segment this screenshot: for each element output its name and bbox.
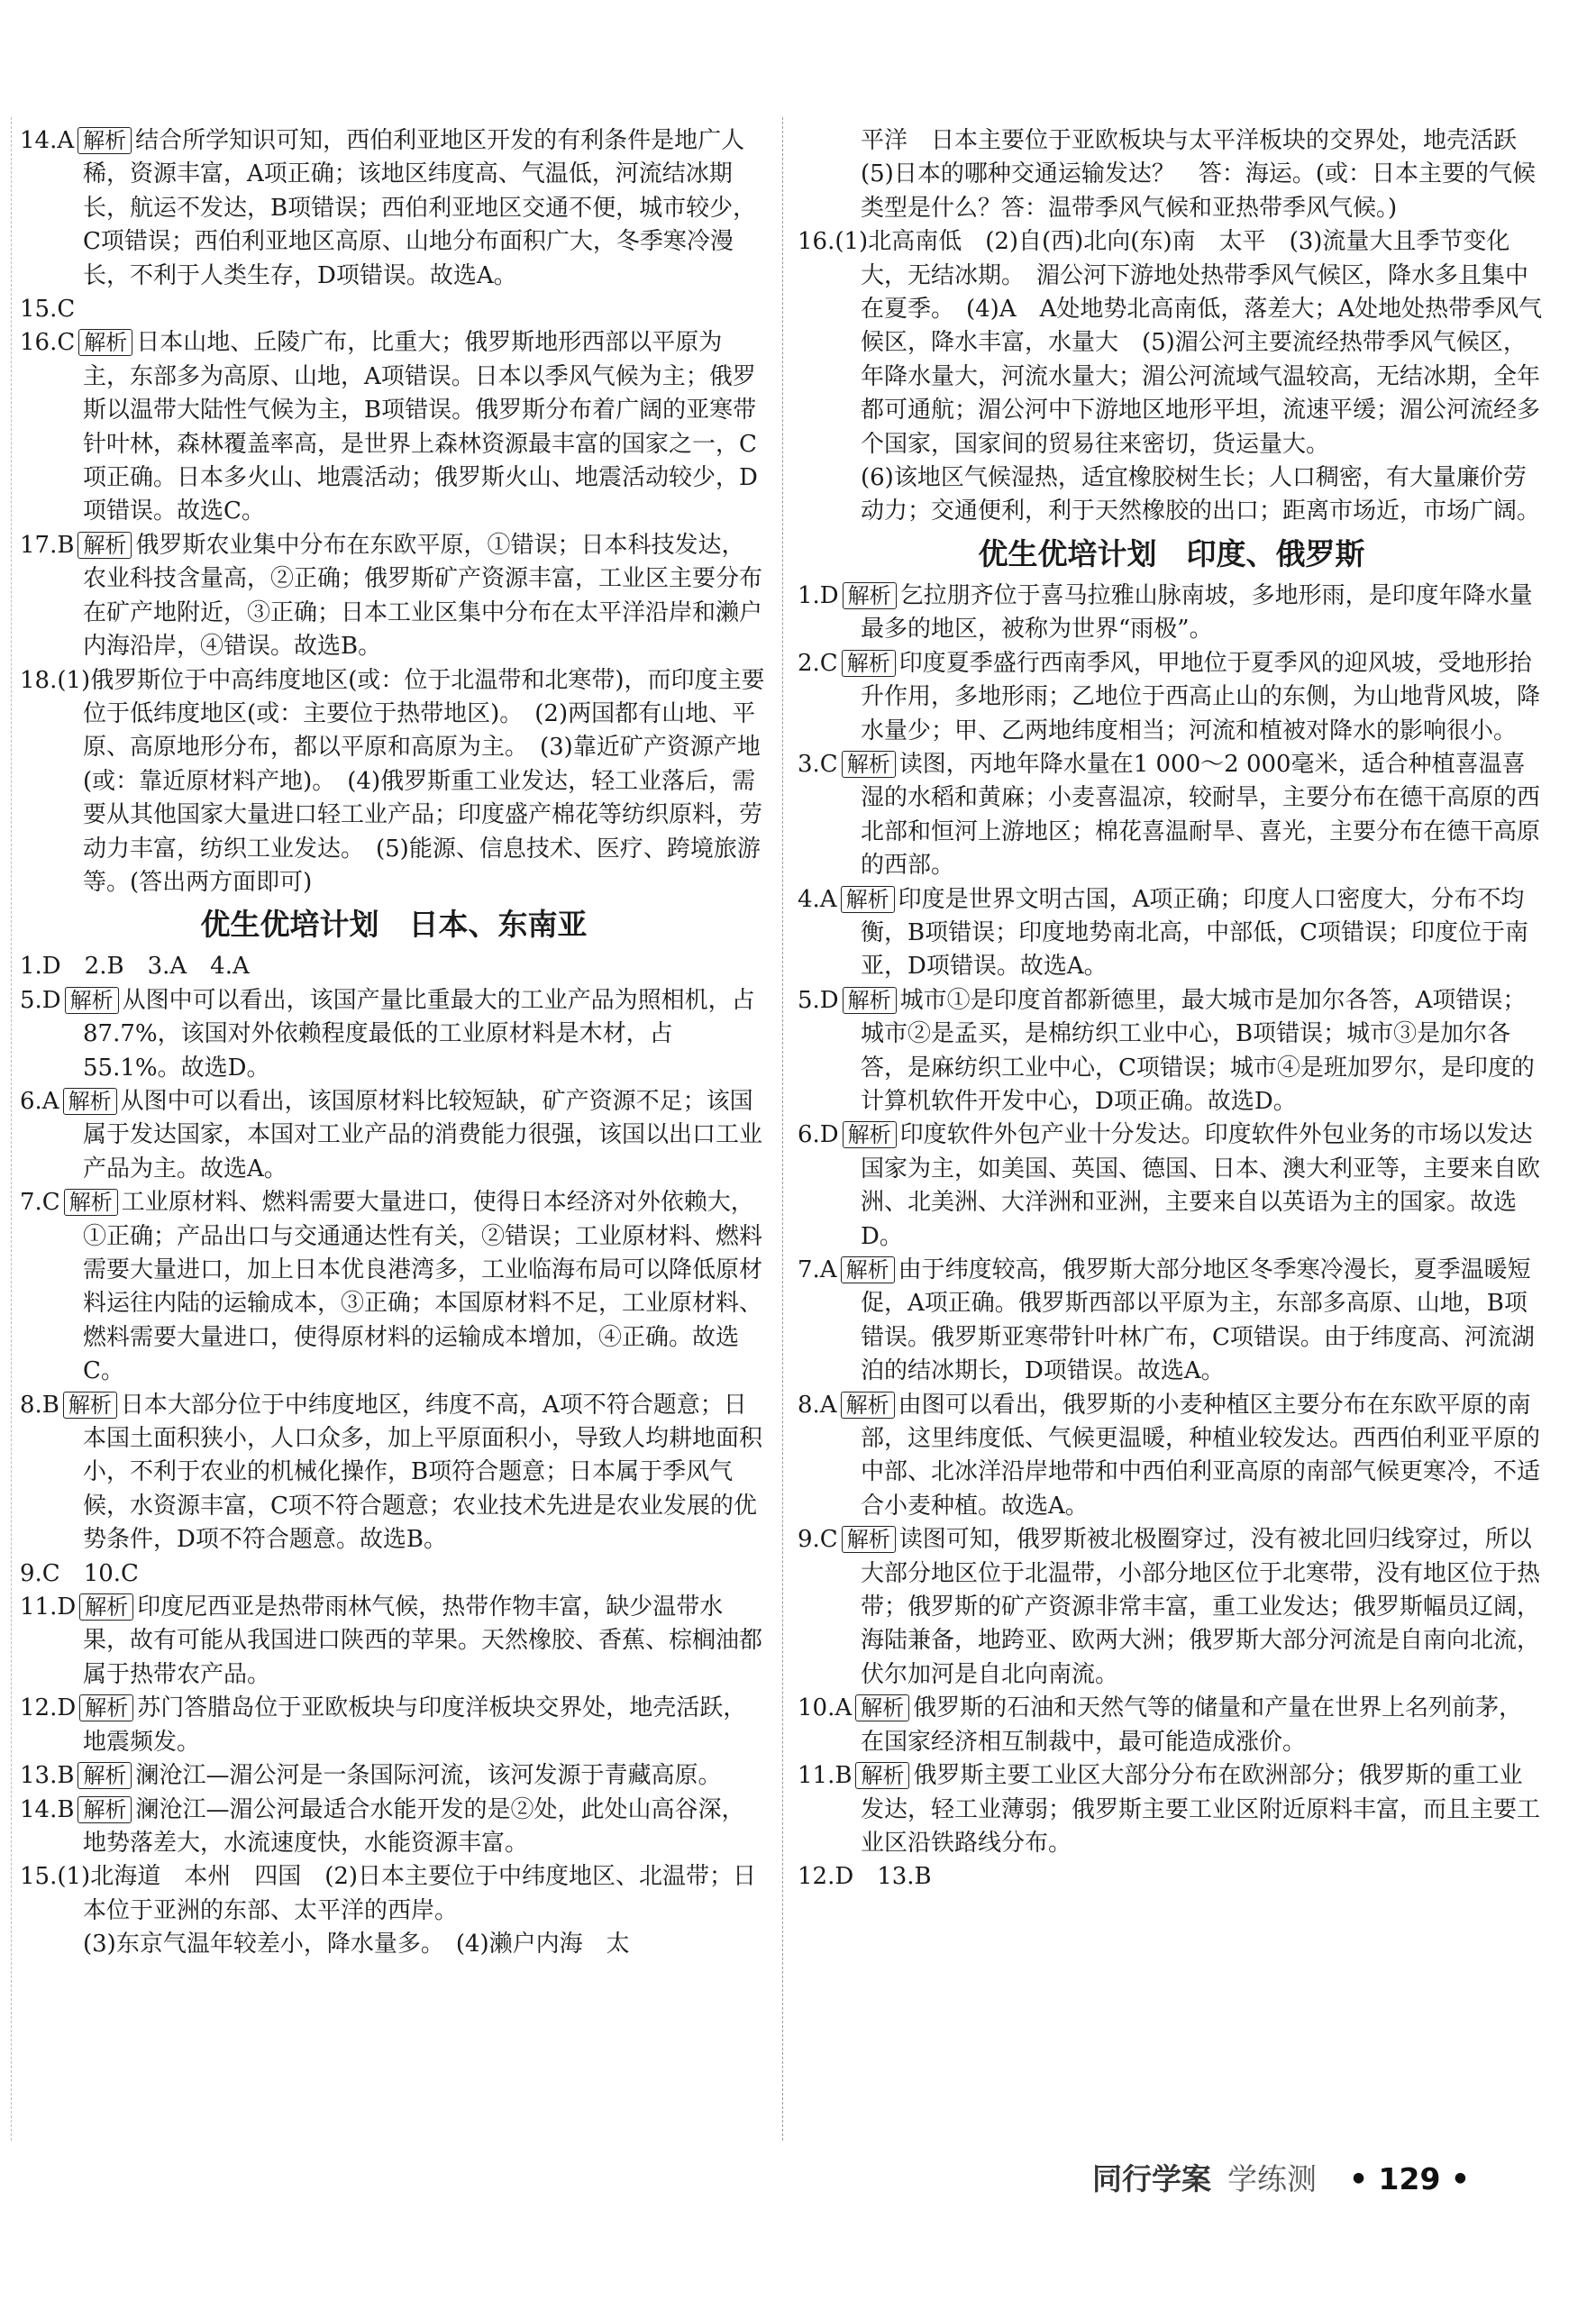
answers-1-4: 1.D 2.B 3.A 4.A xyxy=(20,953,250,981)
answer-r9c: 9.C 解析 读图可知，俄罗斯被北极圈穿过，没有被北回归线穿过，所以大部分地区位于北温带，小部分地区位于北寒带，没有地区位于热带；俄罗斯的矿产资源非常丰富，重工业发达；俄罗斯幅员辽阔，海陆兼备，地跨亚、欧两大洲；俄罗斯大部分河流是自南向北流，伏尔加河是自北向南流。 xyxy=(798,1526,1541,1688)
brand-name: 同行学案 xyxy=(1091,2161,1211,2196)
analysis-tag: 解析 xyxy=(842,1526,896,1553)
answers-9-10: 9.C 10.C xyxy=(20,1559,139,1587)
answer-15-continued-right: 平洋 日本主要位于亚欧板块与太平洋板块的交界处，地壳活跃 (5)日本的哪种交通运输发达？ 答：海运。(或：日本主要的气候类型是什么？答：温带季风气候和亚热带季风气候。) xyxy=(861,127,1541,222)
answer-r3c: 3.C 解析 读图，丙地年降水量在1 000～2 000毫米，适合种植喜温喜湿的水稻和黄麻；小麦喜温凉，较耐旱，主要分布在德干高原的西北部和恒河上游地区；棉花喜温耐旱、喜光，主要分布在德干高原的西部。 xyxy=(798,750,1541,880)
analysis-tag: 解析 xyxy=(65,987,119,1014)
answer-11d: 11.D 解析 印度尼西亚是热带雨林气候，热带作物丰富，缺少温带水果，故有可能从我国进口陕西的苹果。天然橡胶、香蕉、棕榈油都属于热带农产品。 xyxy=(20,1593,763,1688)
analysis-tag: 解析 xyxy=(843,987,897,1014)
answer-r6d: 6.D 解析 印度软件外包产业十分发达。印度软件外包业务的市场以发达国家为主，如美国、英国、德国、日本、澳大利亚等，主要来自欧洲、北美洲、大洋洲和亚洲，主要来自以英语为主的国家。故选D。 xyxy=(798,1121,1541,1250)
answer-6a: 6.A 解析 从图中可以看出，该国原材料比较短缺，矿产资源不足；该国属于发达国家，本国对工业产品的消费能力很强，该国以出口工业产品为主。故选A。 xyxy=(20,1087,763,1182)
analysis-tag: 解析 xyxy=(78,1762,132,1789)
analysis-tag: 解析 xyxy=(842,751,896,778)
column-divider xyxy=(782,117,783,2141)
answer-15: 15.(1)北海道 本州 四国 (2)日本主要位于中纬度地区、北温带；日本位于亚洲的东部、太平洋的西岸。 xyxy=(20,1863,757,1924)
analysis-tag: 解析 xyxy=(78,1796,132,1823)
answer-5d: 5.D 解析 从图中可以看出，该国产量比重最大的工业产品为照相机，占87.7%，该国对外依赖程度最低的工业原材料是木材，占55.1%。故选D。 xyxy=(20,986,755,1082)
answer-12d: 12.D 解析 苏门答腊岛位于亚欧板块与印度洋板块交界处，地壳活跃，地震频发。 xyxy=(20,1694,747,1756)
section-title-india-russia: 优生优培计划 印度、俄罗斯 xyxy=(978,535,1365,571)
answer-16-continued: (6)该地区气候湿热，适宜橡胶树生长；人口稠密，有大量廉价劳动力；交通便利，利于天然橡胶的出口；距离市场近，市场广阔。 xyxy=(861,464,1541,525)
analysis-tag: 解析 xyxy=(855,1694,909,1721)
answer-16: 16.(1)北高南低 (2)自(西)北向(东)南 太平 (3)流量大且季节变化大，无结冰期。 湄公河下游地处热带季风气候区，降水多且集中在夏季。 (4)A A处地势北高南低，落差大；A处地处热带季风气候区，降水丰富，水量大 (5)湄公河主要流经热带季风气候区，年降水量大，河流水量大；湄公河流域气温较高，无结冰期，全年都可通航；湄公河中下游地区地形平坦，流速平缓；湄公河流经多个国家，国家间的贸易往来密切，货运量大。 xyxy=(798,228,1543,458)
analysis-tag: 解析 xyxy=(841,886,895,913)
answer-17b: 17.B 解析 俄罗斯农业集中分布在东欧平原，①错误；日本科技发达，农业科技含量高，②正确；俄罗斯矿产资源丰富，工业区主要分布在矿产地附近，③正确；日本工业区集中分布在太平洋沿岸和濑户内海沿岸，④错误。故选B。 xyxy=(20,531,763,661)
answer-r7a: 7.A 解析 由于纬度较高，俄罗斯大部分地区冬季寒冷漫长，夏季温暖短促，A项正确。俄罗斯西部以平原为主，东部多高原、山地，B项错误。俄罗斯亚寒带针叶林广布，C项错误。由于纬度高、河流湖泊的结冰期长，D项错误。故选A。 xyxy=(798,1256,1535,1385)
analysis-tag: 解析 xyxy=(63,1392,117,1419)
answer-15-continued: (3)东京气温年较差小，降水量多。 (4)濑户内海 太 xyxy=(83,1931,630,1959)
answer-14a: 14.A 解析 结合所学知识可知，西伯利亚地区开发的有利条件是地广人稀，资源丰富，A项正确；该地区纬度高、气温低，河流结冰期长，航运不发达，B项错误；西伯利亚地区交通不便，城市较少，C项错误；西伯利亚地区高原、山地分布面积广大，冬季寒冷漫长，不利于人类生存，D项错误。故选A。 xyxy=(20,127,757,289)
analysis-tag: 解析 xyxy=(78,127,132,154)
brand-subtitle: 学练测 xyxy=(1227,2161,1317,2196)
analysis-tag: 解析 xyxy=(78,532,132,559)
analysis-tag: 解析 xyxy=(841,1256,895,1283)
answer-15c: 15.C xyxy=(20,296,76,324)
analysis-tag: 解析 xyxy=(841,1392,895,1419)
answer-r4a: 4.A 解析 印度是世界文明古国，A项正确；印度人口密度大，分布不均衡，B项错误；印度地势南北高，中部低，C项错误；印度位于南亚，D项错误。故选A。 xyxy=(798,885,1529,981)
answer-r5d: 5.D 解析 城市①是印度首都新德里，最大城市是加尔各答，A项错误；城市②是孟买，是棉纺织工业中心，B项错误；城市③是加尔各答，是麻纺织工业中心，C项错误；城市④是班加罗尔，是印度的计算机软件开发中心，D项正确。故选D。 xyxy=(798,986,1535,1115)
analysis-tag: 解析 xyxy=(843,582,897,609)
answer-14b: 14.B 解析 澜沧江—湄公河最适合水能开发的是②处，此处山高谷深，地势落差大，水流速度快，水能资源丰富。 xyxy=(20,1795,745,1857)
margin-rule xyxy=(11,117,12,2141)
answer-r1d: 1.D 解析 乞拉朋齐位于喜马拉雅山脉南坡，多地形雨，是印度年降水量最多的地区，被称为世界“雨极”。 xyxy=(798,581,1533,644)
answer-8b: 8.B 解析 日本大部分位于中纬度地区，纬度不高，A项不符合题意；日本国土面积狭小，人口众多，加上平原面积小，导致人均耕地面积小，不利于农业的机械化操作，B项符合题意；日本属于季风气候，水资源丰富，C项不符合题意；农业技术先进是农业发展的优势条件，D项不符合题意。故选B。 xyxy=(20,1391,763,1554)
analysis-tag: 解析 xyxy=(843,1121,897,1148)
page-footer xyxy=(1092,2156,1470,2198)
analysis-tag: 解析 xyxy=(64,1189,118,1216)
page-number: • 129 • xyxy=(1348,2161,1470,2196)
analysis-tag: 解析 xyxy=(79,1593,133,1621)
section-title-japan-sea: 优生优培计划 日本、东南亚 xyxy=(200,907,588,943)
analysis-tag: 解析 xyxy=(842,650,896,677)
answer-r11b: 11.B 解析 俄罗斯主要工业区大部分分布在欧洲部分；俄罗斯的重工业发达，轻工业薄弱；俄罗斯主要工业区附近原料丰富，而且主要工业区沿铁路线分布。 xyxy=(798,1762,1541,1857)
answer-7c: 7.C 解析 工业原材料、燃料需要大量进口，使得日本经济对外依赖大，①正确；产品出口与交通通达性有关，②错误；工业原材料、燃料需要大量进口，加上日本优良港湾多，工业临海布局可以降低原材料运往内陆的运输成本，③正确；本国原材料不足，工业原材料、燃料需要大量进口，使得原材料的运输成本增加，④正确。故选C。 xyxy=(20,1189,763,1385)
answer-r10a: 10.A 解析 俄罗斯的石油和天然气等的储量和产量在世界上名列前茅，在国家经济相互制裁中，最可能造成涨价。 xyxy=(798,1694,1523,1756)
right-column xyxy=(798,124,1546,1895)
answer-r2c: 2.C 解析 印度夏季盛行西南季风，甲地位于夏季风的迎风坡，受地形抬升作用，多地形雨；乙地位于西高止山的东侧，为山地背风坡，降水量少；甲、乙两地纬度相当；河流和植被对降水的影响很小。 xyxy=(798,649,1541,744)
analysis-tag: 解析 xyxy=(855,1762,909,1789)
answer-r8a: 8.A 解析 由图可以看出，俄罗斯的小麦种植区主要分布在东欧平原的南部，这里纬度低、气候更温暖，种植业较发达。西西伯利亚平原的中部、北冰洋沿岸地带和中西伯利亚高原的南部气候更寒冷，不适合小麦种植。故选A。 xyxy=(798,1391,1541,1520)
analysis-tag: 解析 xyxy=(79,1694,133,1721)
answer-13b: 13.B 解析 澜沧江—湄公河是一条国际河流，该河发源于青藏高原。 xyxy=(20,1762,722,1790)
analysis-tag: 解析 xyxy=(78,329,132,356)
analysis-tag: 解析 xyxy=(63,1088,117,1115)
answer-16c: 16.C 解析 日本山地、丘陵广布，比重大；俄罗斯地形西部以平原为主，东部多为高原、山地，A项错误。日本以季风气候为主；俄罗斯以温带大陆性气候为主，B项错误。俄罗斯分布着广阔的亚寒带针叶林，森林覆盖率高，是世界上森林资源最丰富的国家之一，C项正确。日本多火山、地震活动；俄罗斯火山、地震活动较少，D项错误。故选C。 xyxy=(20,329,758,525)
left-column xyxy=(20,124,768,1962)
answer-18: 18.(1)俄罗斯位于中高纬度地区(或：位于北温带和北寒带)，而印度主要位于低纬度地区(或：主要位于热带地区)。 (2)两国都有山地、平原、高原地形分布，都以平原和高原为主。 (3)靠近矿产资源产地(或：靠近原材料产地)。 (4)俄罗斯重工业发达，轻工业落后，需要从其他国家大量进口轻工业产品；印度盛产棉花等纺织原料，劳动力丰富，纺织工业发达。 (5)能源、信息技术、医疗、跨境旅游等。(答出两方面即可) xyxy=(20,666,765,896)
answers-12-13: 12.D 13.B xyxy=(798,1863,932,1891)
